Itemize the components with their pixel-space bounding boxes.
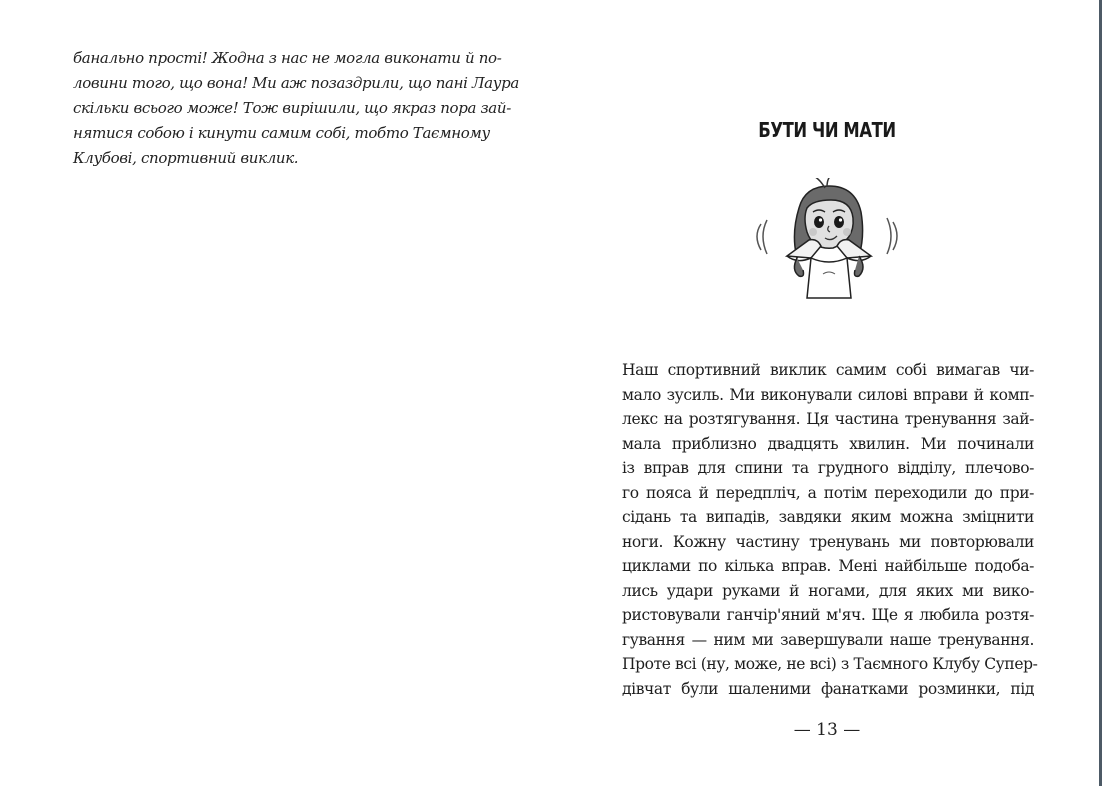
left-text-line: нятися собою і кинути самим собі, тобто Таємному: [73, 124, 490, 142]
body-text-line: гування — ним ми завершували наше тренування.: [622, 630, 1034, 649]
girl-stretching-illustration: [747, 178, 907, 300]
body-text-line: го пояса й передпліч, а потім переходили до при-: [622, 483, 1034, 502]
body-text-line: лись удари руками й ногами, для яких ми вико-: [622, 581, 1034, 600]
body-text-line: із вправ для спини та грудного відділу, плечово-: [622, 459, 1034, 477]
body-text-line: дівчат були шаленими фанатками розминки, під: [622, 679, 1034, 698]
body-text-line: циклами по кілька вправ. Мені найбільше подоба-: [622, 557, 1034, 575]
body-text-line: сідань та випадів, завдяки яким можна зміцнити: [622, 508, 1034, 526]
left-text-line: скільки всього може! Тож вирішили, що якраз пора зай-: [73, 99, 511, 117]
body-text-line: лекс на розтягування. Ця частина тренування зай-: [622, 410, 1034, 428]
body-text-line: ноги. Кожну частину тренувань ми повторювали: [622, 532, 1034, 551]
left-page: [73, 46, 519, 171]
page-number: — 13 —: [793, 720, 861, 740]
chapter-title: БУТИ ЧИ МАТИ: [758, 118, 896, 142]
body-text-line: мала приблизно двадцять хвилин. Ми починали: [622, 434, 1034, 453]
right-page: [552, 0, 1102, 786]
left-text-line: Клубові, спортивний виклик.: [73, 149, 299, 167]
page-edge-border: [1099, 0, 1102, 786]
body-text-line: мало зусиль. Ми виконували силові вправи й комп-: [622, 385, 1034, 404]
body-text: [622, 358, 1038, 701]
left-text-line: банально прості! Жодна з нас не могла виконати й по-: [73, 49, 502, 67]
body-text-line: Наш спортивний виклик самим собі вимагав чи-: [622, 361, 1034, 379]
body-text-line: ристовували ганчір'яний м'яч. Ще я любила розтя-: [622, 606, 1034, 624]
left-text-line: ловини того, що вона! Ми аж позаздрили, що пані Лаура: [73, 74, 519, 92]
body-text-line: Проте всі (ну, може, не всі) з Таємного Клубу Супер-: [622, 655, 1038, 673]
